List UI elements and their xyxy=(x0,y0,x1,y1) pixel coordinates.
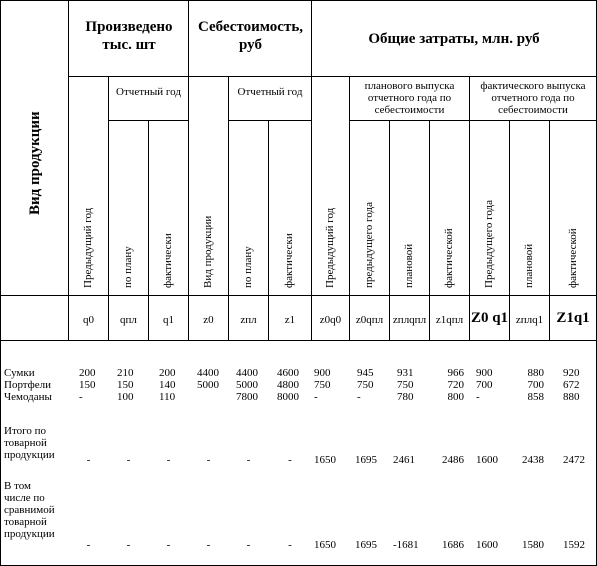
data-col-z0: 4400 5000 xyxy=(197,367,219,391)
total-q1: - xyxy=(166,454,171,466)
group-total: Общие затраты, млн. руб xyxy=(368,31,540,47)
col-fact-2: фактически xyxy=(283,233,295,288)
row-label-comparable: В том числе по сравнимой товарной продукции xyxy=(4,480,55,540)
col-plan-2: по плану xyxy=(242,246,254,288)
data-col-z1: 4600 4800 8000 xyxy=(277,367,299,403)
comparable-z0: - xyxy=(206,539,211,551)
group-produced: Произведено тыс. шт xyxy=(85,19,173,53)
h-line-symbols xyxy=(0,295,597,296)
data-col-q1: 200 140 110 xyxy=(159,367,176,403)
total-z-plan-q-plan: 2461 xyxy=(393,454,415,466)
v-line-q-fact xyxy=(148,120,149,340)
col-fact-1: фактически xyxy=(162,233,174,288)
col-prev-year-1: Предыдущий год xyxy=(82,207,94,288)
symbol-q0: q0 xyxy=(83,314,94,326)
data-col-Z0q1: 900 700 - xyxy=(476,367,493,403)
symbol-z-plan-q1: zплq1 xyxy=(515,314,544,326)
total-z0q0: 1650 xyxy=(314,454,336,466)
col-actual-5: фактической xyxy=(567,228,579,288)
v-line-t-4 xyxy=(429,120,430,340)
row-label-totals: Итого по товарной продукции xyxy=(4,425,55,461)
v-line-1 xyxy=(68,0,69,340)
comparable-z-plan: - xyxy=(246,539,251,551)
total-z1: - xyxy=(288,454,292,466)
subgroup-planned-release: планового выпуска отчетного года по себестоимости xyxy=(364,80,455,116)
col-plan-1: по плану xyxy=(122,246,134,288)
comparable-Z0q1: 1600 xyxy=(476,539,498,551)
h-line-sub-3 xyxy=(349,120,596,121)
col-prev-year-5: Предыдущего года xyxy=(483,199,495,288)
data-col-z0q0: 900 750 - xyxy=(314,367,331,403)
subgroup-actual-release: фактического выпуска отчетного года по себестоимости xyxy=(480,80,586,116)
v-line-z-fact xyxy=(268,120,269,340)
v-line-q-plan xyxy=(108,76,109,340)
v-line-2 xyxy=(188,0,189,340)
v-line-t-7 xyxy=(549,120,550,340)
total-Z0q1: 1600 xyxy=(476,454,498,466)
total-z1q-plan: 2486 xyxy=(442,454,464,466)
frame-top xyxy=(0,0,597,1)
comparable-Z1q1: 1592 xyxy=(563,539,585,551)
v-line-z-plan xyxy=(228,76,229,340)
comparable-z0q-plan: 1695 xyxy=(355,539,377,551)
comparable-z-plan-q1: 1580 xyxy=(522,539,544,551)
row-labels-products: Сумки Портфели Чемоданы xyxy=(4,367,52,403)
col-prod-type-2: Вид продукции xyxy=(202,215,214,288)
h-line-groups xyxy=(68,76,596,77)
total-z0: - xyxy=(206,454,211,466)
data-col-z-plan-q-plan: 931 750 780 xyxy=(397,367,414,403)
symbol-z0q0: z0q0 xyxy=(319,314,342,326)
h-line-sub-2 xyxy=(228,120,311,121)
total-z0q-plan: 1695 xyxy=(355,454,377,466)
symbol-z-plan-q-plan: zплqпл xyxy=(392,314,427,326)
comparable-q-plan: - xyxy=(126,539,131,551)
col-prev-year-4: предыдущего года xyxy=(363,202,375,288)
v-line-3 xyxy=(311,0,312,340)
symbol-q-plan: qпл xyxy=(120,314,137,326)
col-prev-year-3: Предыдущий год xyxy=(324,207,336,288)
total-z-plan-q1: 2438 xyxy=(522,454,544,466)
symbol-z1: z1 xyxy=(284,314,296,326)
symbol-z1q-plan: z1qпл xyxy=(435,314,464,326)
col-actual-4: фактической xyxy=(443,228,455,288)
group-cost: Себестоимость, руб xyxy=(197,19,303,53)
comparable-q1: - xyxy=(166,539,171,551)
v-line-t-3 xyxy=(389,120,390,340)
subgroup-report-year-1: Отчетный год xyxy=(116,86,181,98)
comparable-z-plan-q-plan: -1681 xyxy=(393,539,419,551)
comparable-z1q-plan: 1686 xyxy=(442,539,464,551)
comparable-z1: - xyxy=(288,539,292,551)
symbol-z0: z0 xyxy=(203,314,214,326)
total-Z1q1: 2472 xyxy=(563,454,585,466)
symbol-q1: q1 xyxy=(163,314,174,326)
symbol-z-plan: zпл xyxy=(240,314,257,326)
data-col-z1q-plan: 966 720 800 xyxy=(447,367,464,403)
frame-left xyxy=(0,0,1,566)
subgroup-report-year-2: Отчетный год xyxy=(237,86,303,98)
symbol-z0q-plan: z0qпл xyxy=(355,314,384,326)
total-z-plan: - xyxy=(246,454,251,466)
v-line-t-6 xyxy=(509,120,510,340)
data-col-z-plan: 4400 5000 7800 xyxy=(236,367,258,403)
data-col-q-plan: 210 150 100 xyxy=(117,367,134,403)
data-col-z-plan-q1: 880 700 858 xyxy=(527,367,544,403)
row-header: Вид продукции xyxy=(27,111,43,215)
col-planned-4: плановой xyxy=(403,243,415,288)
total-q-plan: - xyxy=(126,454,131,466)
comparable-z0q0: 1650 xyxy=(314,539,336,551)
data-col-q0: 200 150 - xyxy=(79,367,96,403)
symbol-Z0q1: Z0 q1 xyxy=(470,310,509,326)
h-line-data xyxy=(0,340,597,341)
symbol-Z1q1: Z1q1 xyxy=(556,310,590,326)
comparable-q0: - xyxy=(86,539,91,551)
data-col-Z1q1: 920 672 880 xyxy=(563,367,580,403)
col-planned-5: плановой xyxy=(523,243,535,288)
total-q0: - xyxy=(86,454,91,466)
data-col-z0q-plan: 945 750 - xyxy=(357,367,374,403)
